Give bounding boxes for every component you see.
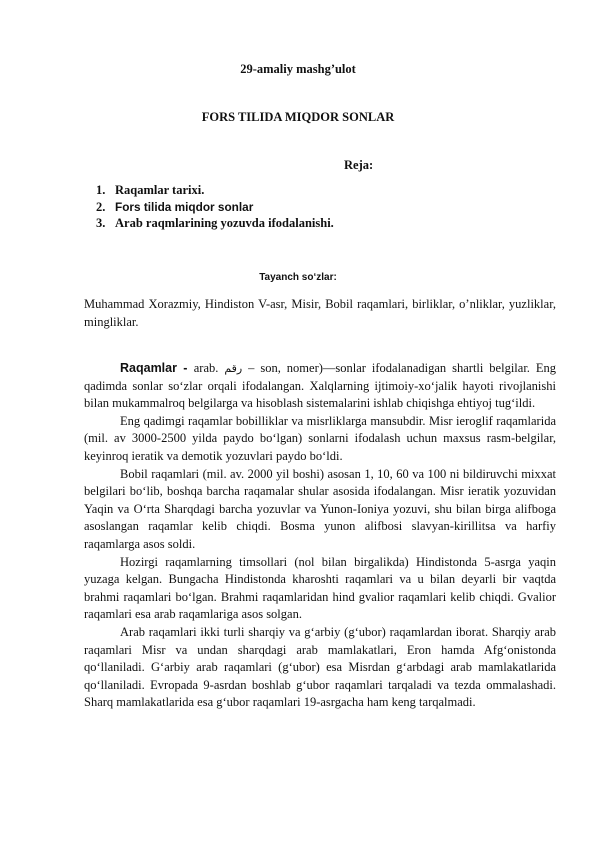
plan-item-3 — [96, 215, 334, 232]
paragraph-4: Hozirgi raqamlarning timsollari (nol bilan birgalikda) Hindistonda 5-asrga yaqin yuzaga kelgan. Bungacha Hindistonda kharoshti raqamlari va u bilan deyarli bir vaqtda brahmi raqamlari bo‘lgan. Brahmi raqamlaridan hind gvalior raqamlari kelib chiqdi. Gvalior raqamlari esa arab raqamlariga asos solgan. — [84, 554, 556, 622]
etymology-prefix: arab. — [193, 361, 225, 375]
plan-item-label: Raqamlar tarixi. — [115, 183, 205, 197]
paragraph-1 — [84, 360, 556, 413]
topic-title: FORS TILIDA MIQDOR SONLAR — [201, 110, 395, 124]
plan-item-label: Fors tilida miqdor sonlar — [115, 199, 254, 214]
plan-item-label: Arab raqmlarining yozuvda ifodalanishi. — [115, 216, 334, 230]
practice-title: 29-amaliy mashg’ulot — [240, 62, 356, 76]
plan-item-number: 1. — [96, 183, 106, 197]
plan-list — [96, 182, 334, 232]
plan-item-1 — [96, 182, 334, 199]
paragraph-1-text: – son, nomer)—sonlar ifodalanadigan shartli belgilar. Eng qadimda sonlar so‘zlar orqali ifodalangan. Xalqlarning ijtimoiy-xo‘jalik hayoti rivojlanishi bilan mukammalroq belgilarga va hisoblash sistemalarini ishlab chiqishga ehtiyoj tug‘ildi. — [84, 361, 557, 411]
term-raqamlar: Raqamlar - — [120, 361, 194, 375]
keywords-text: Muhammad Xorazmiy, Hindiston V-asr, Misir, Bobil raqamlari, birliklar, o’nliklar, yuzliklar, mingliklar. — [84, 297, 556, 329]
main-text — [84, 360, 556, 712]
plan-title: Reja: — [344, 158, 374, 172]
plan-item-2 — [96, 199, 334, 216]
keywords-title: Tayanch so‘zlar: — [259, 272, 337, 283]
paragraph-2: Eng qadimgi raqamlar bobilliklar va misrliklarga mansubdir. Misr ieroglif raqamlarida (mil. av 3000-2500 yilda paydo bo‘lgan) sonlarni ifodalash uchun maxsus rasm-belgilar, keyinroq ieratik va demotik yozuvlari paydo bo‘ldi. — [84, 413, 556, 463]
paragraph-3: Bobil raqamlari (mil. av. 2000 yil boshi) asosan 1, 10, 60 va 100 ni bildiruvchi mixxat belgilari bo‘lib, boshqa barcha raqamalar shular asosida ifodalangan. Misr ieratik yozuvidan Yaqin va O‘rta Sharqdagi barcha yozuvlar va Yunon-Ioniya yozuvi, shu bilan birga alifboga asoslangan raqamlar kelib chiqdi. Bosma yunon alifbosi slavyan-kirillitsa va harfiy raqamlarga asos soldi. — [84, 466, 556, 551]
paragraph-5: Arab raqamlari ikki turli sharqiy va g‘arbiy (g‘ubor) raqamlardan iborat. Sharqiy arab raqamlari Misr va undan sharqdagi arab mamlakatlari, Eron hamda Afg‘onistonda qo‘llaniladi. G‘arbiy arab raqamlari (g‘ubor) esa Misrdan g‘arbdagi arab mamlakatlarida qo‘llaniladi. Evropada 9-asrdan boshlab g‘ubor raqamlari tarqaladi va tezda ommalashadi. Sharq mamlakatlarida esa g‘ubor raqamlari 19-asrgacha ham keng tarqalmadi. — [84, 624, 556, 710]
arabic-word: رقم — [224, 362, 243, 375]
plan-item-number: 2. — [96, 199, 106, 214]
plan-item-number: 3. — [96, 216, 106, 230]
